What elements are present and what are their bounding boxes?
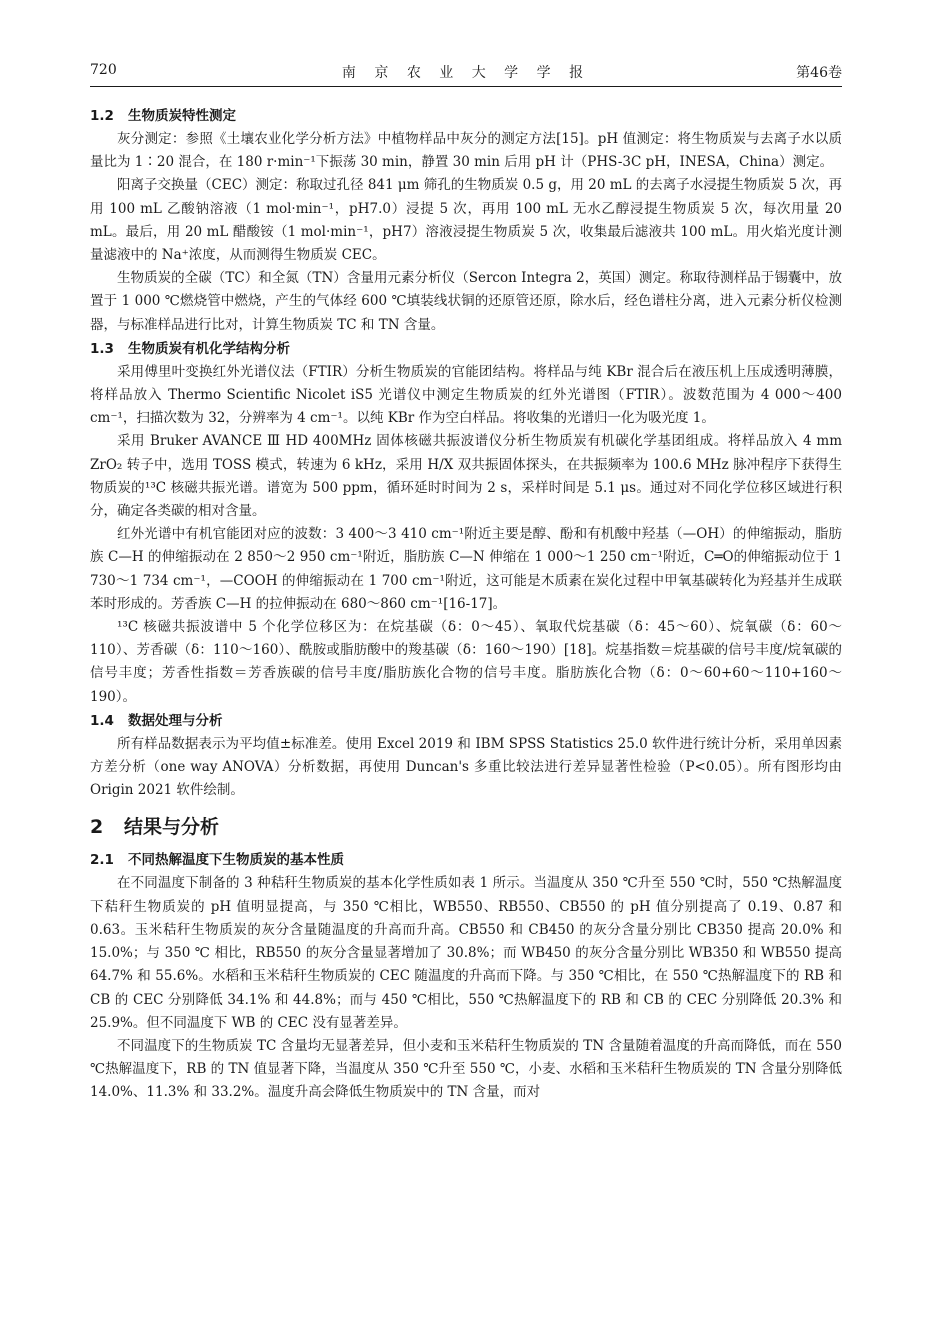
paragraph: 阳离子交换量（CEC）测定：称取过孔径 841 μm 筛孔的生物质炭 0.5 g，用 20 mL 的去离子水浸提生物质炭 5 次，再用 100 mL 乙酸钠溶液（1 mol·min⁻¹，pH7.0）浸提 5 次，再用 100 mL 无水乙醇浸提生物质炭 5 次，每次用量 20 mL。最后，用 20 mL 醋酸铵（1 mol·min⁻¹，pH7）溶液浸提生物质炭 5 次，收集最后滤液共 100 mL。用火焰光度计测量滤液中的 Na⁺浓度，从而测得生物质炭 CEC。 [90,177,842,264]
paragraph: 所有样品数据表示为平均值±标准差。使用 Excel 2019 和 IBM SPSS Statistics 25.0 软件进行统计分析，采用单因素方差分析（one way ANOVA）分析数据，再使用 Duncan's 多重比较法进行差异显著性检验（P<0.05）。所有图形均由 Origin 2021 软件绘制。 [90,735,842,799]
page-number: 720 [90,62,117,78]
journal-title: 南 京 农 业 大 学 学 报 [341,65,591,81]
header-rule [90,86,842,87]
paragraph: 灰分测定：参照《土壤农业化学分析方法》中植物样品中灰分的测定方法[15]。pH 值测定：将生物质炭与去离子水以质量比为 1∶20 混合，在 180 r·min⁻¹下振荡 30 min，静置 30 min 后用 pH 计（PHS-3C pH，INESA，China）测定。 [90,131,842,171]
volume-label: 第46卷 [796,65,842,81]
paragraph: 红外光谱中有机官能团对应的波数：3 400～3 410 cm⁻¹附近主要是醇、酚和有机酸中羟基（—OH）的伸缩振动，脂肪族 C—H 的伸缩振动在 2 850～2 950 cm⁻¹附近，脂肪族 C—N 伸缩在 1 000～1 250 cm⁻¹附近，C═O的伸缩振动位于 1 730～1 734 cm⁻¹，—COOH 的伸缩振动在 1 700 cm⁻¹附近，这可能是木质素在炭化过程中甲氧基碳转化为羟基并生成联苯时形成的。芳香族 C—H 的拉伸振动在 680～860 cm⁻¹[16-17]。 [90,526,842,612]
paragraph: 采用傅里叶变换红外光谱仪法（FTIR）分析生物质炭的官能团结构。将样品与纯 KBr 混合后在液压机上压成透明薄膜，将样品放入 Thermo Scientific Nicolet iS5 光谱仪中测定生物质炭的红外光谱图（FTIR）。波数范围为 4 000～400 cm⁻¹，扫描次数为 32，分辨率为 4 cm⁻¹。以纯 KBr 作为空白样品。将收集的光谱归一化为吸光度 1。 [90,363,842,427]
section-1-4 [90,709,842,803]
section-heading: 1.2 生物质炭特性测定 [90,108,236,124]
paragraph: 采用 Bruker AVANCE Ⅲ HD 400MHz 固体核磁共振波谱仪分析生物质炭有机碳化学基团组成。将样品放入 4 mm ZrO₂ 转子中，选用 TOSS 模式，转速为 6 kHz，采用 H/X 双共振固体探头，在共振频率为 100.6 MHz 脉冲程序下获得生物质炭的¹³C 核磁共振光谱。谱宽为 500 ppm，循环延时时间为 2 s，采样时间是 5.1 μs。通过对不同化学位移区域进行积分，确定各类碳的相对含量。 [90,433,842,520]
section-2-1 [90,848,842,1104]
body-text [90,104,842,1105]
paragraph: 不同温度下的生物质炭 TC 含量均无显著差异，但小麦和玉米秸秆生物质炭的 TN 含量随着温度的升高而降低，而在 550 ℃热解温度下，RB 的 TN 值显著下降，当温度从 350 ℃升至 550 ℃，小麦、水稻和玉米秸秆生物质炭的 TN 含量分别降低 14.0%、11.3% 和 33.2%。温度升高会降低生物质炭中的 TN 含量，而对 [90,1037,842,1101]
section-heading: 1.4 数据处理与分析 [90,712,223,729]
chapter-heading: 2 结果与分析 [90,816,220,839]
section-heading: 1.3 生物质炭有机化学结构分析 [90,340,290,357]
section-heading: 2.1 不同热解温度下生物质炭的基本性质 [90,852,344,869]
paragraph: 在不同温度下制备的 3 种秸秆生物质炭的基本化学性质如表 1 所示。当温度从 350 ℃升至 550 ℃时，550 ℃热解温度下秸秆生物质炭的 pH 值明显提高，与 350 ℃相比，WB550、RB550、CB550 的 pH 值分别提高了 0.19、0.87 和 0.63。玉米秸秆生物质炭的灰分含量随温度的升高而升高。CB550 和 CB450 的灰分含量分别比 CB350 提高 20.0% 和 15.0%；与 350 ℃ 相比，RB550 的灰分含量显著增加了 30.8%；而 WB450 的灰分含量分别比 WB350 和 WB550 提高 64.7% 和 55.6%。水稻和玉米秸秆生物质炭的 CEC 随温度的升高而下降。与 350 ℃相比，在 550 ℃热解温度下的 RB 和 CB 的 CEC 分别降低 34.1% 和 44.8%；而与 450 ℃相比，550 ℃热解温度下的 RB 和 CB 的 CEC 分别降低 20.3% 和 25.9%。但不同温度下 WB 的 CEC 没有显著差异。 [90,875,842,1031]
section-1-3 [90,337,842,709]
section-1-2 [90,104,842,337]
paragraph: ¹³C 核磁共振波谱中 5 个化学位移区为：在烷基碳（δ：0～45）、氧取代烷基碳（δ：45～60）、烷氧碳（δ：60～110）、芳香碳（δ：110～160）、酰胺或脂肪酸中的羧基碳（δ：160～190）[18]。烷基指数＝烷基碳的信号丰度/烷氧碳的信号丰度；芳香性指数＝芳香族碳的信号丰度/脂肪族化合物的信号丰度。脂肪族化合物（δ：0～60+60～110+160～190）。 [90,619,842,705]
running-header [90,62,842,86]
paragraph: 生物质炭的全碳（TC）和全氮（TN）含量用元素分析仪（Sercon Integra 2，英国）测定。称取待测样品于锡囊中，放置于 1 000 ℃燃烧管中燃烧，产生的气体经 600 ℃填装线状铜的还原管还原，除水后，经色谱柱分离，进入元素分析仪检测器，与标准样品进行比对，计算生物质炭 TC 和 TN 含量。 [90,270,842,333]
